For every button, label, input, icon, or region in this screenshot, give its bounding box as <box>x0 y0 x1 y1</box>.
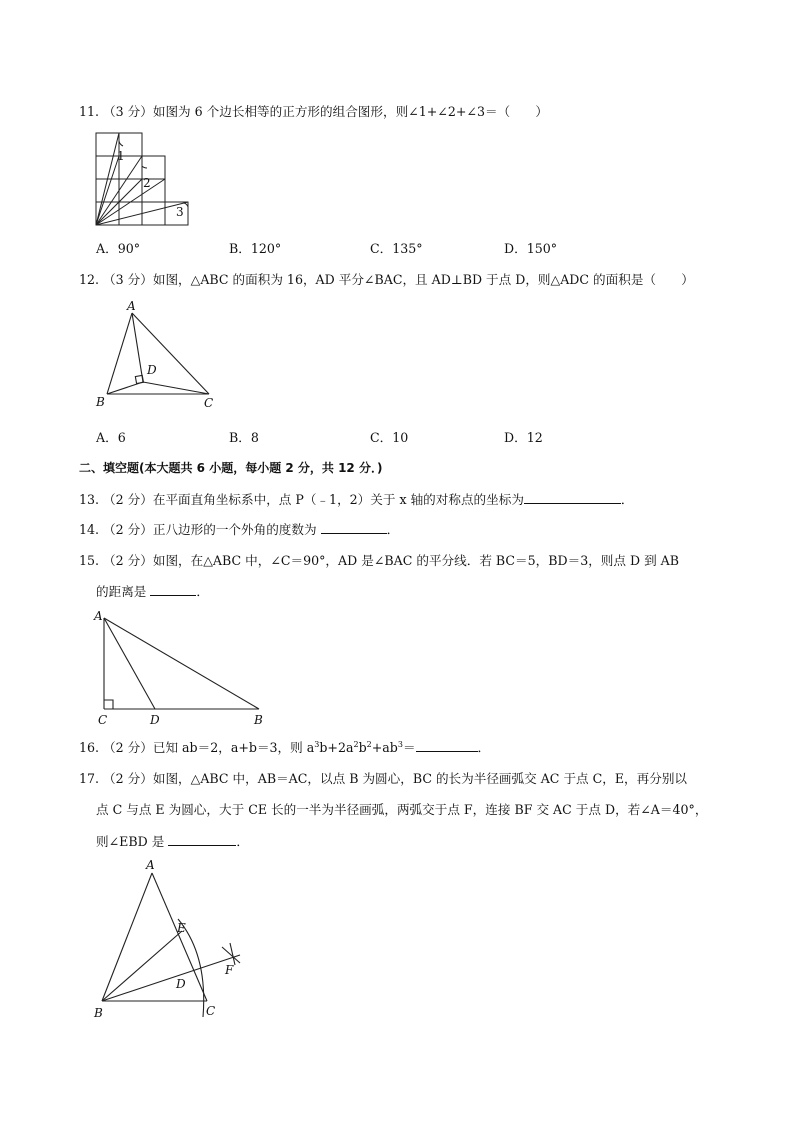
q12-option-d-value: 12 <box>526 430 543 445</box>
q11-option-b[interactable] <box>229 238 281 257</box>
q15-end: ． <box>196 584 209 599</box>
q15-text-b: 的距离是 <box>96 584 147 599</box>
q11-text: 如图为 6 个边长相等的正方形的组合图形，则∠1+∠2+∠3＝（ ） <box>152 104 548 119</box>
q12-option-c-letter: C． <box>370 430 393 445</box>
q14-stem <box>79 521 399 538</box>
q17-stem <box>79 771 687 787</box>
q15-label-d: D <box>150 713 160 727</box>
q17-figure <box>90 855 260 1025</box>
q11-score: （3 分） <box>103 104 153 119</box>
q14-score: （2 分） <box>103 522 153 537</box>
section-2-heading: 二、填空题(本大题共 6 小题，每小题 2 分，共 12 分．) <box>79 461 383 475</box>
q12-label-c: C <box>204 396 214 410</box>
q11-angle-3: 3 <box>176 205 184 219</box>
q12-option-d-letter: D． <box>504 430 527 445</box>
q17-label-f: F <box>225 963 234 977</box>
q15-score: （2 分） <box>103 553 153 568</box>
q15-number: 15. <box>79 553 100 568</box>
q12-stem <box>79 272 694 288</box>
q17-stem-line2: 点 C 与点 E 为圆心，大于 CE 长的一半为半径画弧，两弧交于点 F，连接 BF 交 AC 于点 D，若∠A＝40°， <box>96 802 708 817</box>
q15-label-a: A <box>94 609 103 623</box>
q16-exp-4: 3 <box>397 739 403 749</box>
q11-option-d[interactable] <box>504 238 557 257</box>
q11-option-a[interactable] <box>96 238 140 257</box>
q12-option-b-value: 8 <box>250 430 259 445</box>
q17-text-1: 如图，△ABC 中，AB＝AC，以点 B 为圆心，BC 的长为半径画弧交 AC 于点 C，E，再分别以 <box>152 771 688 786</box>
q17-score: （2 分） <box>103 771 153 786</box>
q12-label-a: A <box>127 299 136 313</box>
q16-text-d: +ab <box>371 740 398 755</box>
q12-number: 12. <box>79 272 100 287</box>
q15-figure <box>92 608 272 728</box>
q17-number: 17. <box>79 771 100 786</box>
q16-text-a: 已知 ab＝2，a+b＝3，则 a <box>152 740 315 755</box>
q11-number: 11. <box>79 104 100 119</box>
q11-stem <box>79 104 548 120</box>
q16-number: 16. <box>79 740 100 755</box>
q15-label-b: B <box>254 713 263 727</box>
q12-option-b[interactable] <box>229 427 259 446</box>
q11-angle-2: 2 <box>143 176 151 190</box>
q11-option-b-value: 120° <box>250 241 282 256</box>
q14-end: ． <box>386 522 400 537</box>
q11-option-b-letter: B． <box>229 241 251 256</box>
q13-stem <box>79 491 634 508</box>
q16-score: （2 分） <box>103 740 153 755</box>
q12-label-d: D <box>147 363 157 377</box>
q11-option-c[interactable] <box>370 238 423 257</box>
q11-option-a-letter: A． <box>96 241 118 256</box>
q17-answer-blank[interactable] <box>168 833 236 846</box>
q12-option-d[interactable] <box>504 427 543 446</box>
q12-figure <box>92 300 222 415</box>
q16-text-c: b <box>358 740 367 755</box>
q17-stem-line3 <box>96 833 249 850</box>
q11-option-a-value: 90° <box>117 241 141 256</box>
q12-option-a[interactable] <box>96 427 126 446</box>
q12-text: 如图，△ABC 的面积为 16，AD 平分∠BAC，且 AD⊥BD 于点 D，则△ADC 的面积是（ ） <box>152 272 694 287</box>
q12-option-a-letter: A． <box>96 430 118 445</box>
q14-number: 14. <box>79 522 100 537</box>
q13-number: 13. <box>79 492 100 507</box>
q16-exp-2: 2 <box>353 739 359 749</box>
q13-answer-blank[interactable] <box>524 491 621 504</box>
q14-text: 正八边形的一个外角的度数为 <box>152 522 317 537</box>
q11-angle-1: 1 <box>117 149 125 163</box>
q15-text: 如图，在△ABC 中，∠C＝90°，AD 是∠BAC 的平分线．若 BC＝5，BD＝3，则点 D 到 AB <box>152 553 680 568</box>
q17-label-e: E <box>177 921 186 935</box>
q16-exp-3: 2 <box>366 739 372 749</box>
q12-option-c[interactable] <box>370 427 408 446</box>
q11-option-c-letter: C． <box>370 241 393 256</box>
q17-label-b: B <box>94 1006 103 1020</box>
q17-label-c: C <box>206 1004 216 1018</box>
q11-option-c-value: 135° <box>392 241 423 256</box>
q16-answer-blank[interactable] <box>416 739 478 752</box>
q12-score: （3 分） <box>103 272 153 287</box>
q13-score: （2 分） <box>103 492 153 507</box>
q16-text-e: ＝ <box>402 740 416 755</box>
q12-option-c-value: 10 <box>392 430 409 445</box>
q15-label-c: C <box>98 713 108 727</box>
q11-option-d-letter: D． <box>504 241 527 256</box>
q16-text-b: b+2a <box>319 740 354 755</box>
q13-end: ． <box>620 492 634 507</box>
q16-end: ． <box>477 740 491 755</box>
q15-stem-cont <box>96 583 209 600</box>
q12-option-a-value: 6 <box>117 430 126 445</box>
q12-option-b-letter: B． <box>229 430 251 445</box>
q17-end: ． <box>236 834 249 849</box>
q12-label-b: B <box>96 395 105 409</box>
q16-stem <box>79 739 490 756</box>
q17-label-a: A <box>146 858 155 872</box>
q14-answer-blank[interactable] <box>321 521 387 534</box>
q17-label-d: D <box>176 977 186 991</box>
q11-option-d-value: 150° <box>526 241 558 256</box>
q15-stem <box>79 553 679 569</box>
q13-text: 在平面直角坐标系中，点 P（﹣1，2）关于 x 轴的对称点的坐标为 <box>152 492 524 507</box>
q16-exp-1: 3 <box>314 739 320 749</box>
q17-text-3: 则∠EBD 是 <box>96 834 165 849</box>
q15-answer-blank[interactable] <box>150 583 196 596</box>
q11-figure <box>94 132 194 227</box>
